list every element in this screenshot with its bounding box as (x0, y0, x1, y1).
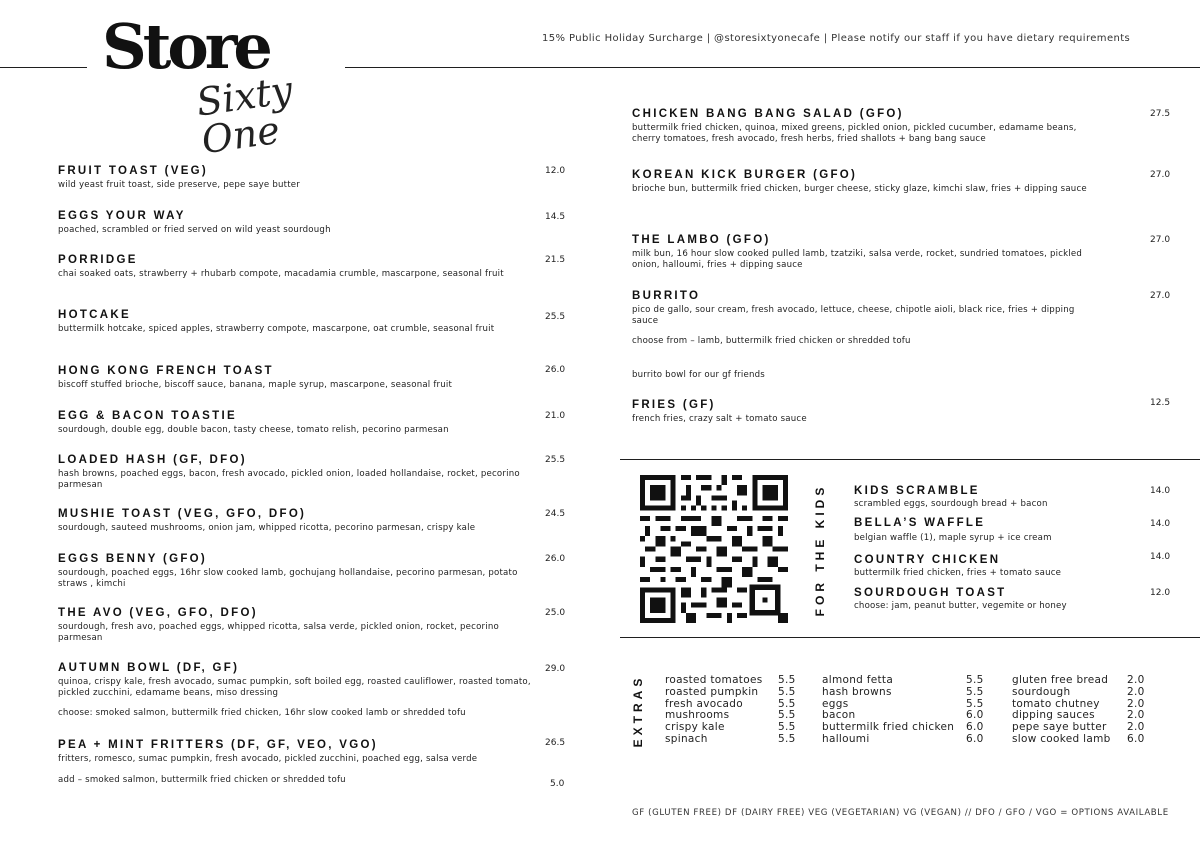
extra-row (1012, 734, 1145, 746)
extra-price: 5.5 (778, 721, 796, 734)
item-name: PORRIDGE (58, 254, 138, 266)
item-price: 25.0 (545, 608, 566, 618)
item-desc: french fries, crazy salt + tomato sauce (632, 414, 807, 424)
item-desc: sourdough, sauteed mushrooms, onion jam, whipped ricotta, pecorino parmesan, crispy kale (58, 523, 476, 533)
extras-column-2 (822, 675, 984, 746)
item-options: choose from – lamb, buttermilk fried chicken or shredded tofu (632, 336, 911, 346)
item-price: 27.0 (1150, 170, 1171, 180)
menu-item-mushie-toast (58, 508, 528, 534)
extra-name: dipping sauces (1012, 709, 1095, 722)
extra-name: hash browns (822, 685, 892, 698)
item-price: 14.5 (545, 212, 566, 222)
extra-name: fresh avocado (665, 697, 743, 710)
kids-item-sourdough-toast (854, 587, 1124, 612)
extra-name: halloumi (822, 732, 870, 745)
item-price: 25.5 (545, 455, 566, 465)
kids-item-bellas-waffle (854, 517, 1124, 544)
menu-item-pea-mint-fritters (58, 739, 538, 785)
extra-row (822, 687, 984, 699)
item-price: 29.0 (545, 664, 566, 674)
item-desc: hash browns, poached eggs, bacon, fresh avocado, pickled onion, loaded hollandaise, rocket, pecorino parmesan (58, 469, 520, 490)
item-price: 24.5 (545, 509, 566, 519)
menu-item-the-lambo (632, 234, 1092, 270)
menu-item-the-avo (58, 607, 528, 643)
item-price: 26.0 (545, 365, 566, 375)
extra-name: sourdough (1012, 685, 1071, 698)
item-name: BELLA’S WAFFLE (854, 517, 986, 529)
item-price: 14.0 (1150, 552, 1171, 562)
menu-item-korean-kick-burger (632, 169, 1092, 195)
item-desc: fritters, romesco, sumac pumpkin, fresh avocado, pickled zucchini, poached egg, salsa verde (58, 754, 478, 764)
menu-item-porridge (58, 254, 528, 280)
item-options: choose: smoked salmon, buttermilk fried chicken, 16hr slow cooked lamb or shredded tofu (58, 708, 466, 718)
item-desc: buttermilk fried chicken, quinoa, mixed greens, pickled onion, pickled cucumber, edamame beans, cherry tomatoes, fresh avocado, fresh herbs, fried shallots + bang bang sauce (632, 123, 1077, 144)
kids-section-title (802, 480, 838, 620)
kids-item-country-chicken (854, 554, 1124, 579)
item-price: 12.0 (1150, 588, 1171, 598)
extra-price: 2.0 (1127, 685, 1145, 698)
extra-name: spinach (665, 732, 708, 745)
item-price: 14.0 (1150, 486, 1171, 496)
burrito-bowl-note: burrito bowl for our gf friends (632, 370, 765, 380)
item-name: CHICKEN BANG BANG SALAD (GFO) (632, 108, 904, 120)
extra-price: 2.0 (1127, 721, 1145, 734)
extra-row (1012, 687, 1145, 699)
qr-code (640, 475, 788, 623)
item-desc: quinoa, crispy kale, fresh avocado, sumac pumpkin, soft boiled egg, roasted cauliflower, roasted tomato, pickled zucchini, edamame beans, miso dressing (58, 677, 531, 698)
brand-script: Sixty One (193, 67, 296, 163)
item-addons: add – smoked salmon, buttermilk fried chicken or shredded tofu (58, 774, 346, 785)
item-price: 25.5 (545, 312, 566, 322)
header-note: 15% Public Holiday Surcharge | @storesixtyonecafe | Please notify our staff if you have dietary requirements (542, 33, 1131, 44)
item-desc: wild yeast fruit toast, side preserve, pepe saye butter (58, 180, 300, 190)
item-price: 26.0 (545, 554, 566, 564)
item-price: 12.0 (545, 166, 566, 176)
addon-price: 5.0 (550, 779, 565, 789)
extra-name: crispy kale (665, 721, 725, 734)
extra-price: 5.5 (778, 709, 796, 722)
extras-section-title (620, 672, 656, 750)
extra-name: gluten free bread (1012, 674, 1109, 686)
extra-row (822, 734, 984, 746)
item-name: EGG & BACON TOASTIE (58, 410, 237, 422)
brand-name: Store (102, 10, 269, 83)
item-price: 26.5 (545, 738, 566, 748)
item-price: 14.0 (1150, 519, 1171, 529)
extra-price: 5.5 (966, 697, 984, 710)
item-name: THE AVO (VEG, GFO, DFO) (58, 607, 258, 619)
menu-item-loaded-hash (58, 454, 528, 490)
item-desc: pico de gallo, sour cream, fresh avocado, lettuce, cheese, chipotle aioli, black rice, fries + dipping sauce (632, 305, 1075, 326)
extra-price: 5.5 (778, 674, 796, 686)
item-desc: chai soaked oats, strawberry + rhubarb compote, macadamia crumble, mascarpone, seasonal fruit (58, 269, 504, 279)
item-desc: buttermilk fried chicken, fries + tomato sauce (854, 568, 1062, 578)
item-price: 12.5 (1150, 398, 1171, 408)
menu-item-fries (632, 399, 1092, 425)
kids-rule-top (620, 459, 1200, 460)
menu-item-burrito (632, 290, 1092, 347)
dietary-legend: GF (GLUTEN FREE) DF (DAIRY FREE) VEG (VEGETARIAN) VG (VEGAN) // DFO / GFO / VGO = OPTIONS AVAILABLE (632, 808, 1169, 818)
extra-name: buttermilk fried chicken (822, 721, 955, 734)
extra-price: 2.0 (1127, 674, 1145, 686)
extra-name: eggs (822, 697, 849, 710)
item-desc: buttermilk hotcake, spiced apples, strawberry compote, mascarpone, oat crumble, seasonal fruit (58, 324, 495, 334)
item-name: LOADED HASH (GF, DFO) (58, 454, 247, 466)
item-desc: milk bun, 16 hour slow cooked pulled lamb, tzatziki, salsa verde, rocket, sundried tomatoes, pickled onion, halloumi, fries + dipping sauce (632, 249, 1083, 270)
item-name: HONG KONG FRENCH TOAST (58, 365, 274, 377)
extras-column-1 (665, 675, 796, 746)
extra-name: roasted tomatoes (665, 674, 763, 686)
item-price: 21.5 (545, 255, 566, 265)
item-desc: sourdough, fresh avo, poached eggs, whipped ricotta, salsa verde, pickled onion, rocket, pecorino parmesan (58, 622, 499, 643)
extra-name: slow cooked lamb (1012, 732, 1111, 745)
brand-logo (100, 10, 346, 163)
item-desc: biscoff stuffed brioche, biscoff sauce, banana, maple syrup, mascarpone, seasonal fruit (58, 380, 453, 390)
menu-item-fruit-toast (58, 165, 528, 191)
kids-title-text: FOR THE KIDS (813, 483, 827, 617)
item-desc: sourdough, double egg, double bacon, tasty cheese, tomato relish, pecorino parmesan (58, 425, 449, 435)
extra-name: tomato chutney (1012, 697, 1100, 710)
extra-price: 2.0 (1127, 697, 1145, 710)
extra-name: pepe saye butter (1012, 721, 1107, 734)
extra-name: almond fetta (822, 674, 894, 686)
item-desc: brioche bun, buttermilk fried chicken, burger cheese, sticky glaze, kimchi slaw, fries + dipping sauce (632, 184, 1087, 194)
menu-item-hong-kong-french-toast (58, 365, 528, 391)
item-price: 27.5 (1150, 109, 1171, 119)
item-name: FRUIT TOAST (VEG) (58, 165, 209, 177)
extra-name: roasted pumpkin (665, 685, 759, 698)
kids-rule-bottom (620, 637, 1200, 638)
item-desc: poached, scrambled or fried served on wild yeast sourdough (58, 225, 331, 235)
item-name: KIDS SCRAMBLE (854, 485, 980, 497)
extra-price: 2.0 (1127, 709, 1145, 722)
extra-price: 5.5 (778, 697, 796, 710)
item-desc: belgian waffle (1), maple syrup + ice cream (854, 533, 1052, 543)
item-desc: choose: jam, peanut butter, vegemite or honey (854, 601, 1067, 611)
extra-row (665, 734, 796, 746)
menu-item-autumn-bowl (58, 662, 538, 719)
extra-price: 6.0 (966, 732, 984, 745)
extra-price: 5.5 (778, 685, 796, 698)
item-name: AUTUMN BOWL (DF, GF) (58, 662, 240, 674)
menu-item-egg-bacon-toastie (58, 410, 528, 436)
item-name: EGGS BENNY (GFO) (58, 553, 208, 565)
menu-item-eggs-benny (58, 553, 528, 589)
menu-item-hotcake (58, 309, 528, 335)
item-name: PEA + MINT FRITTERS (DF, GF, VEO, VGO) (58, 739, 378, 751)
item-price: 27.0 (1150, 291, 1171, 301)
extra-name: bacon (822, 709, 856, 722)
item-desc: sourdough, poached eggs, 16hr slow cooked lamb, gochujang hollandaise, pecorino parmesan, potato straws , kimchi (58, 568, 518, 589)
menu-item-eggs-your-way (58, 210, 528, 236)
extras-column-3 (1012, 675, 1145, 746)
item-name: MUSHIE TOAST (VEG, GFO, DFO) (58, 508, 307, 520)
item-price: 21.0 (545, 411, 566, 421)
extra-name: mushrooms (665, 709, 730, 722)
item-name: COUNTRY CHICKEN (854, 554, 1001, 566)
item-name: SOURDOUGH TOAST (854, 587, 1007, 599)
extra-row (665, 687, 796, 699)
extra-price: 6.0 (966, 721, 984, 734)
item-name: THE LAMBO (GFO) (632, 234, 771, 246)
header-rule-left (0, 67, 87, 68)
extra-price: 6.0 (966, 709, 984, 722)
item-price: 27.0 (1150, 235, 1171, 245)
item-desc: scrambled eggs, sourdough bread + bacon (854, 499, 1048, 509)
item-name: KOREAN KICK BURGER (GFO) (632, 169, 858, 181)
item-name: BURRITO (632, 290, 701, 302)
extra-price: 5.5 (966, 674, 984, 686)
header-rule-right (345, 67, 1200, 68)
item-name: EGGS YOUR WAY (58, 210, 186, 222)
extras-title-text: EXTRAS (631, 674, 645, 748)
kids-item-scramble (854, 485, 1124, 510)
extra-price: 5.5 (966, 685, 984, 698)
extra-price: 6.0 (1127, 732, 1145, 745)
item-name: FRIES (GF) (632, 399, 716, 411)
menu-item-chicken-bang-bang-salad (632, 108, 1082, 144)
extra-price: 5.5 (778, 732, 796, 745)
item-name: HOTCAKE (58, 309, 131, 321)
